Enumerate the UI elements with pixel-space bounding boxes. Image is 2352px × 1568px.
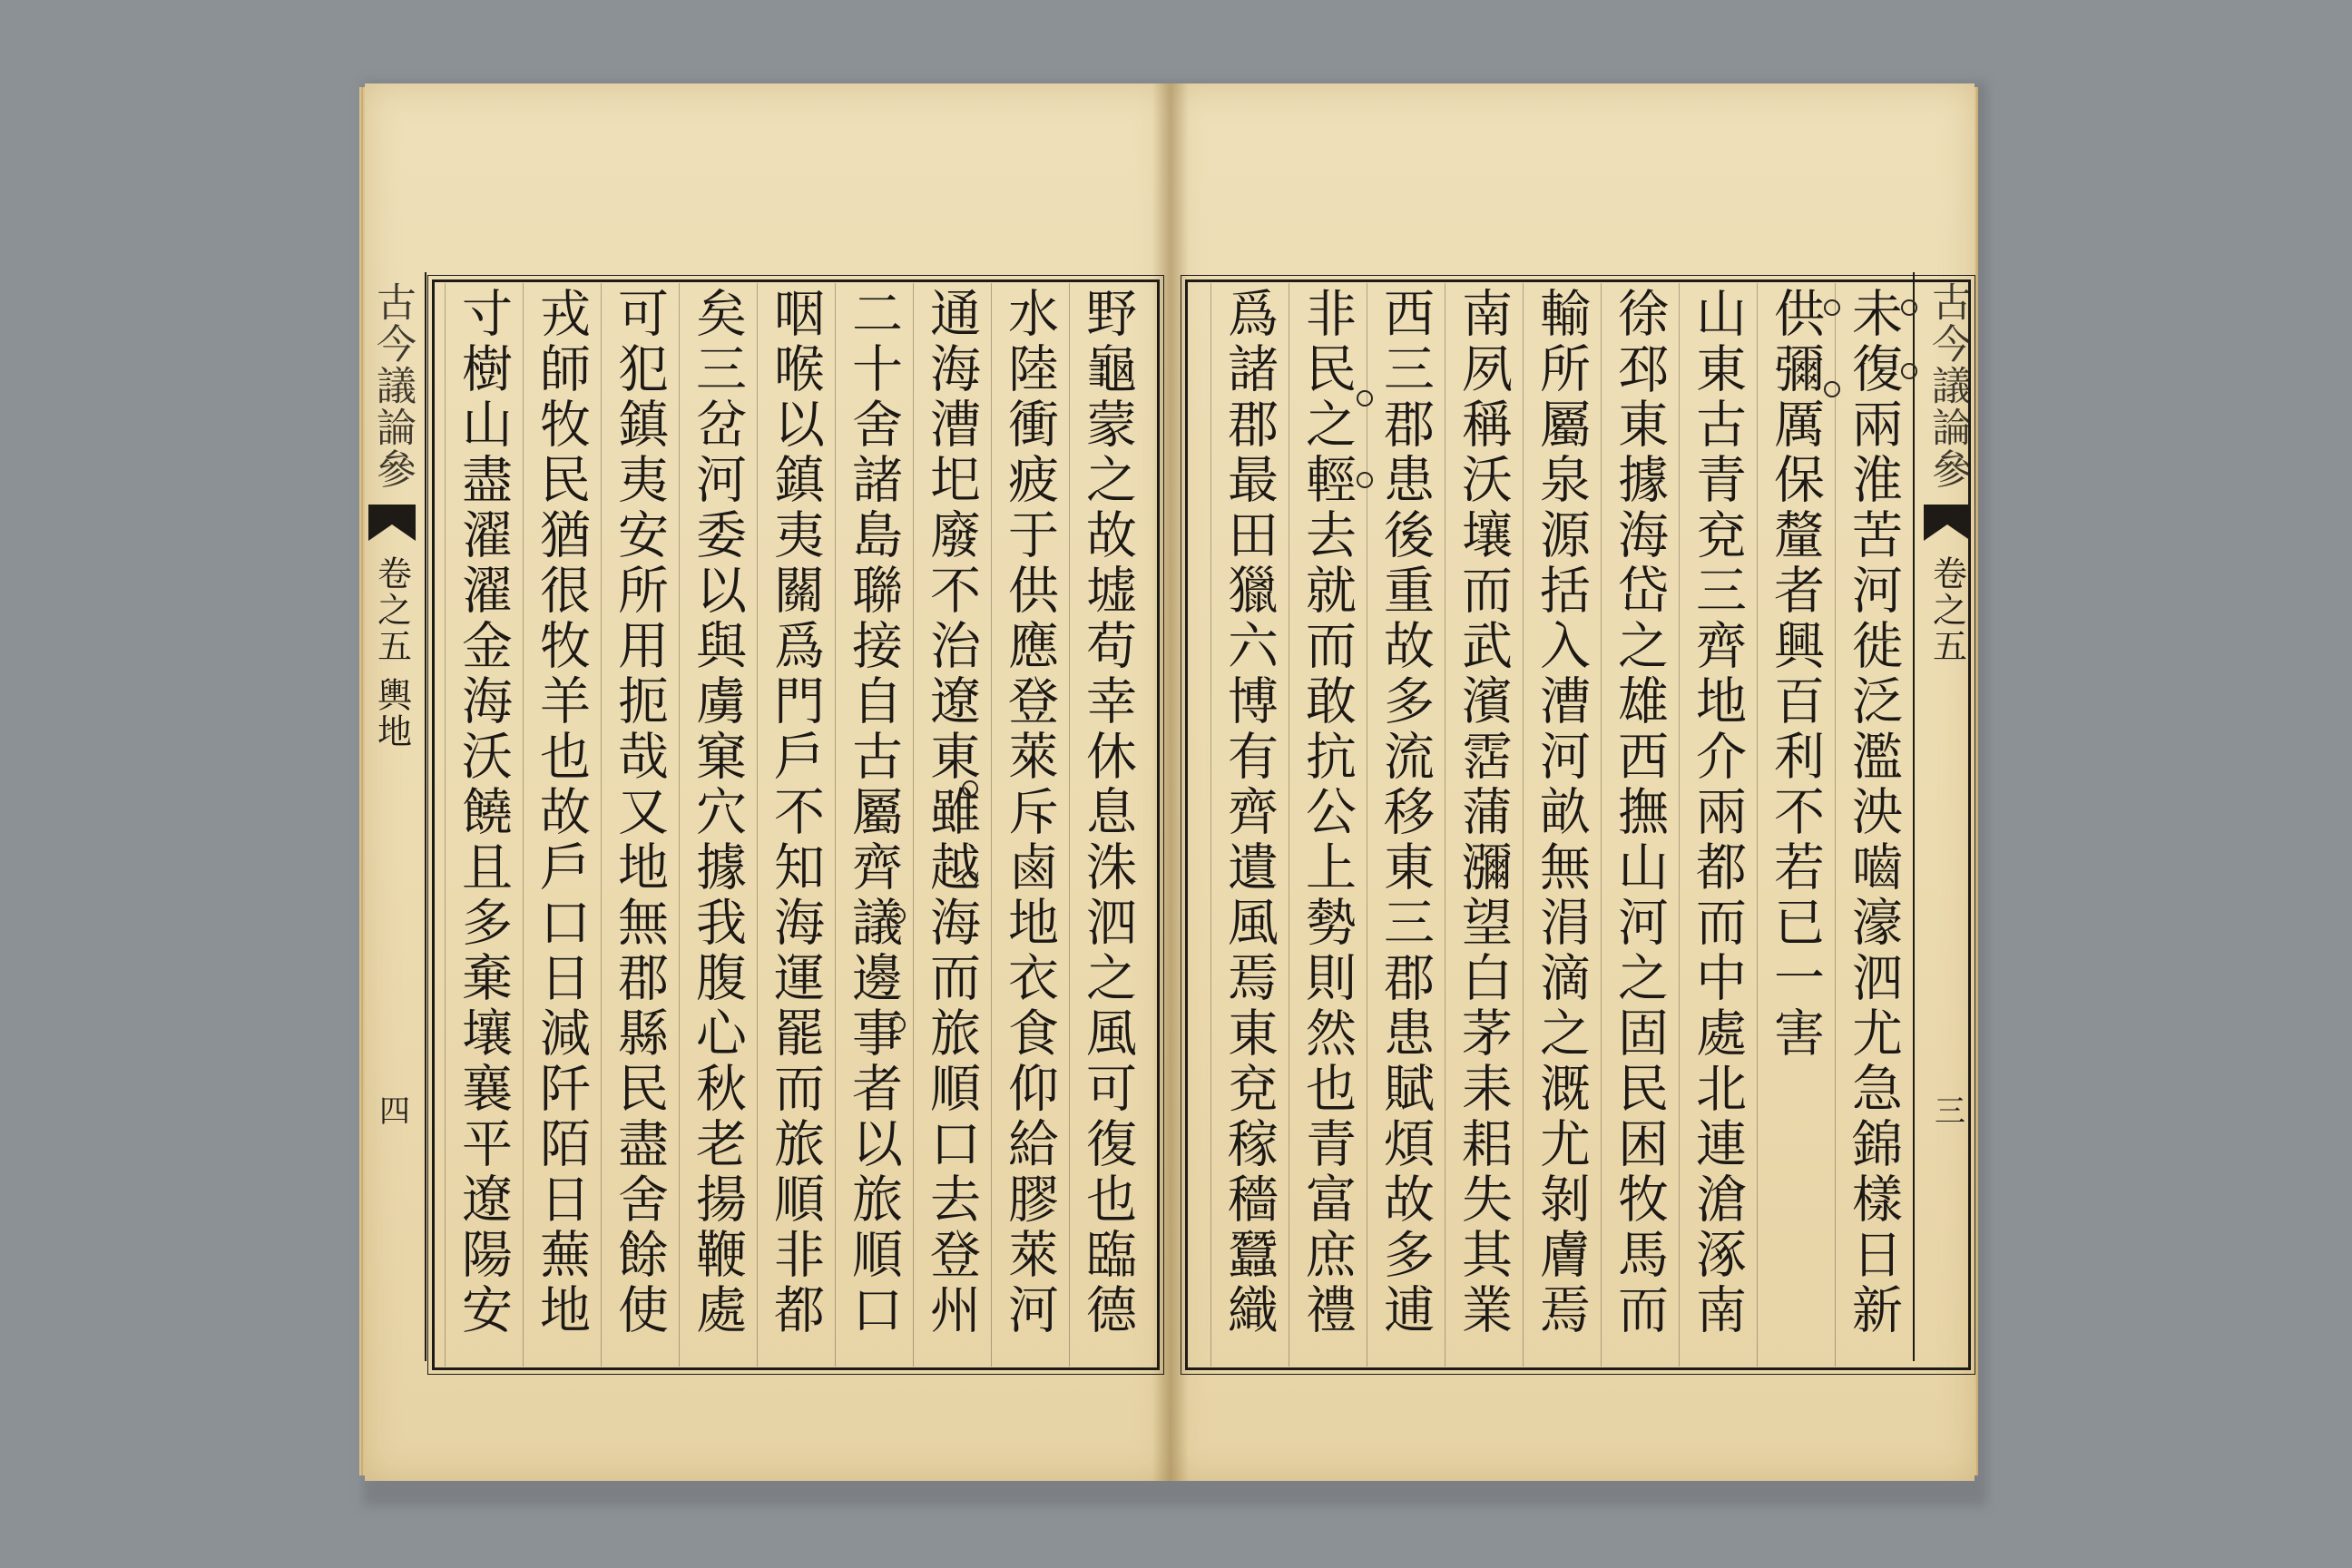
punctuation-circle-icon — [1357, 472, 1373, 488]
right-text-column: 南夙稱沃壤而武濱霑蒲瀰望白茅耒耜失其業 — [1445, 283, 1521, 1367]
left-text-column: 野龜蒙之故墟苟幸休息洙泗之風可復也臨德 — [1069, 283, 1145, 1367]
punctuation-circle-icon — [962, 871, 978, 887]
left-text-column: 矣三岔河委以與虜窠穴據我腹心秋老揚鞭處 — [679, 283, 755, 1367]
right-text-column: 西三郡患後重故多流移東三郡患賦煩故多逋 — [1367, 283, 1443, 1367]
right-text-column: 輸所屬泉源括入漕河畝無涓滴之溉尤剝膚焉 — [1523, 283, 1599, 1367]
left-text-column: 二十舍諸島聯接自古屬齊議邊事者以旅順口 — [835, 283, 911, 1367]
right-text-column: 爲諸郡最田獵六博有齊遺風焉東兗稼穡蠶織 — [1210, 283, 1287, 1367]
right-text-column: 徐邳東據海岱之雄西撫山河之固民困牧馬而 — [1601, 283, 1677, 1367]
left-banxin-title: 古今議論參 — [369, 281, 416, 490]
right-text-column: 供彌厲保釐者興百利不若已一害 — [1757, 283, 1833, 1367]
right-text-column: 未復兩淮苦河徙泛濫泱嚙濠泗尤急錦樣日新 — [1835, 283, 1911, 1367]
fishtail-mark-icon — [1924, 505, 1971, 541]
left-banxin-section: 卷之五 輿地 — [371, 555, 412, 750]
punctuation-circle-icon — [962, 780, 978, 797]
fishtail-mark-icon — [368, 505, 416, 541]
left-text-column: 水陸衝疲于供應登萊斥鹵地衣食仰給膠萊河 — [991, 283, 1067, 1367]
left-text-column: 通海漕圯廢不治遼東雖越海而旅順口去登州 — [913, 283, 989, 1367]
right-text-column: 非民之輕去就而敢抗公上勢則然也青富庶禮 — [1289, 283, 1365, 1367]
right-banxin-page-number: 三 — [1928, 1094, 1965, 1125]
right-banxin — [1913, 272, 1980, 1361]
left-text-column: 戎師牧民猶很牧羊也故戶口日減阡陌日蕪地 — [523, 283, 599, 1367]
punctuation-circle-icon — [1901, 299, 1917, 316]
left-text-column: 可犯鎮夷安所用扼哉又地無郡縣民盡舍餘使 — [601, 283, 677, 1367]
punctuation-circle-icon — [889, 907, 906, 924]
punctuation-circle-icon — [1901, 363, 1917, 379]
right-banxin-section: 卷之五 — [1926, 555, 1967, 664]
left-banxin-page-number: 四 — [373, 1094, 410, 1125]
punctuation-circle-icon — [1357, 390, 1373, 407]
left-text-column: 咽喉以鎮夷關爲門戶不知海運罷而旅順非都 — [757, 283, 833, 1367]
right-banxin-title: 古今議論參 — [1925, 281, 1971, 490]
right-text-column: 山東古青兗三齊地介兩都而中處北連滄涿南 — [1679, 283, 1755, 1367]
left-banxin — [359, 272, 426, 1361]
punctuation-circle-icon — [1824, 299, 1840, 316]
punctuation-circle-icon — [1824, 381, 1840, 397]
punctuation-circle-icon — [889, 1016, 906, 1033]
left-text-column: 寸樹山盡濯濯金海沃饒且多棄壤襄平遼陽安 — [445, 283, 521, 1367]
